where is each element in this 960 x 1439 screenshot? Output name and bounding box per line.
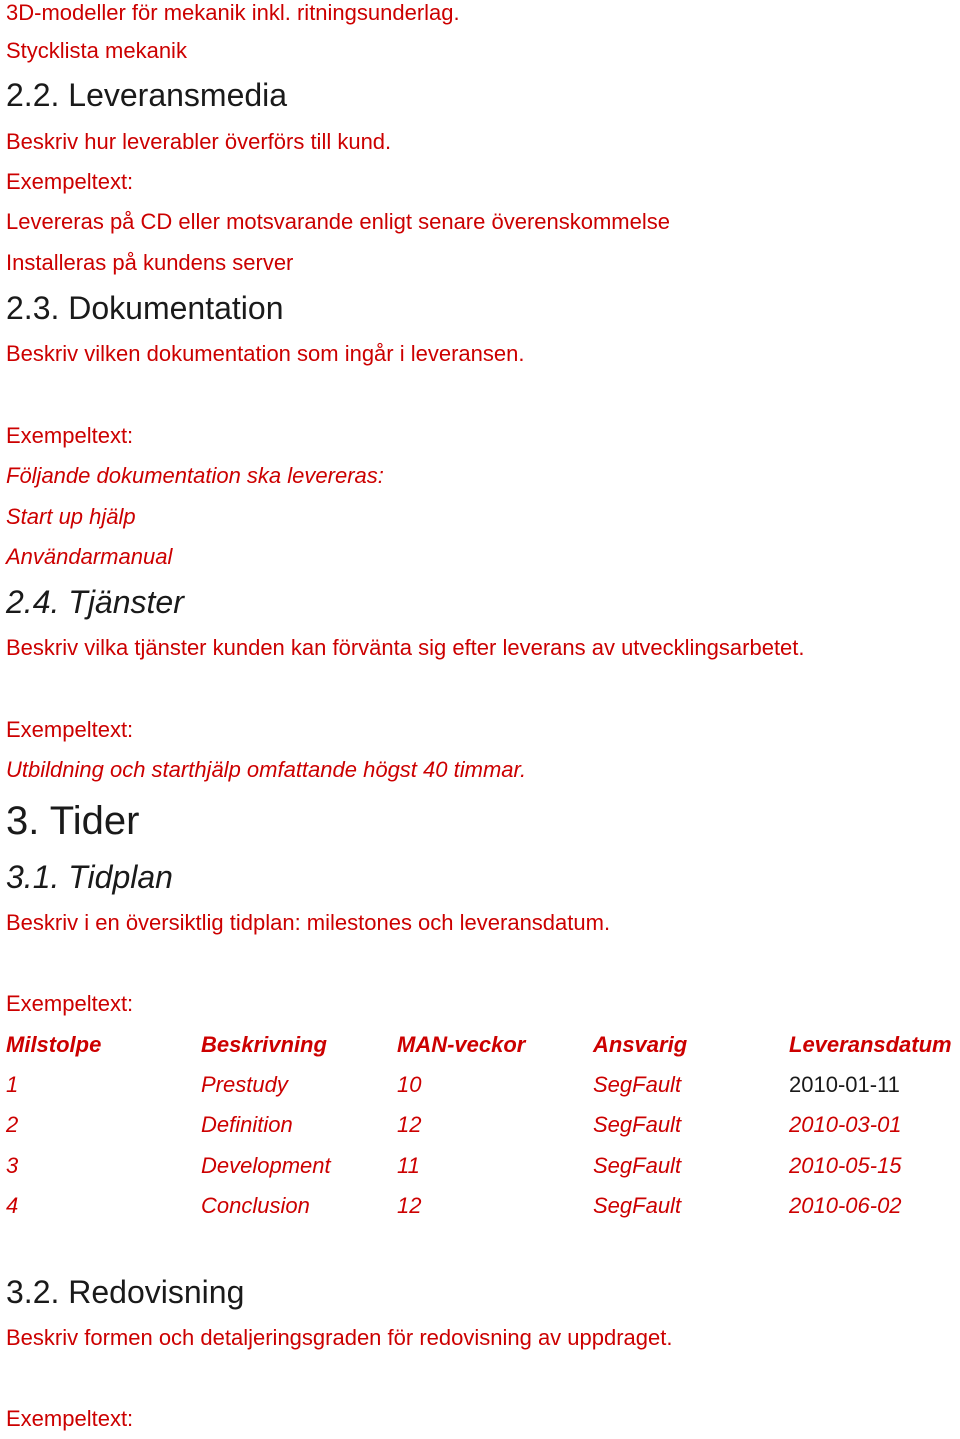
cell-milstolpe: 2 — [6, 1112, 19, 1137]
cell-beskrivning: Definition — [201, 1112, 293, 1137]
tjanster-description: Beskriv vilka tjänster kunden kan förvänta sig efter leverans av utvecklingsarbetet. — [6, 635, 805, 660]
heading-tider: 3. Tider — [6, 799, 140, 843]
cell-beskrivning: Conclusion — [201, 1193, 310, 1218]
tjanster-example-label: Exempeltext: — [6, 717, 134, 742]
cell-leveransdatum: 2010-06-02 — [789, 1193, 902, 1218]
cell-man-veckor: 11 — [397, 1153, 420, 1178]
leveransmedia-description: Beskriv hur leverabler överförs till kund. — [6, 129, 392, 154]
header-milstolpe: Milstolpe — [6, 1032, 102, 1057]
cell-ansvarig: SegFault — [593, 1072, 682, 1097]
dokumentation-example-line3: Användarmanual — [6, 544, 173, 569]
redovisning-description: Beskriv formen och detaljeringsgraden för redovisning av uppdraget. — [6, 1325, 673, 1350]
cell-man-veckor: 12 — [397, 1193, 422, 1218]
header-beskrivning: Beskrivning — [201, 1032, 327, 1057]
header-man-veckor: MAN-veckor — [397, 1034, 526, 1056]
cell-milstolpe: 1 — [6, 1072, 19, 1097]
cell-beskrivning: Development — [201, 1153, 331, 1178]
tidplan-example-label: Exempeltext: — [6, 991, 134, 1016]
tjanster-example-line1: Utbildning och starthjälp omfattande högst 40 timmar. — [6, 757, 527, 782]
header-leveransdatum: Leveransdatum — [789, 1032, 952, 1057]
cell-man-veckor: 10 — [397, 1072, 422, 1097]
dokumentation-example-label: Exempeltext: — [6, 423, 134, 448]
header-ansvarig: Ansvarig — [593, 1032, 688, 1057]
tidplan-description: Beskriv i en översiktlig tidplan: milestones och leveransdatum. — [6, 910, 611, 935]
leveransmedia-example-line2: Installeras på kundens server — [6, 250, 294, 275]
dokumentation-example-line1: Följande dokumentation ska levereras: — [6, 463, 384, 488]
dokumentation-description: Beskriv vilken dokumentation som ingår i leveransen. — [6, 341, 525, 366]
cell-milstolpe: 3 — [6, 1153, 19, 1178]
leveransmedia-example-label: Exempeltext: — [6, 169, 134, 194]
heading-redovisning: 3.2. Redovisning — [6, 1274, 245, 1310]
dokumentation-example-line2: Start up hjälp — [6, 504, 136, 529]
cell-leveransdatum: 2010-01-11 — [789, 1072, 900, 1097]
deliverable-parts-list: Stycklista mekanik — [6, 38, 187, 63]
heading-tidplan: 3.1. Tidplan — [6, 859, 173, 895]
cell-man-veckor: 12 — [397, 1112, 422, 1137]
heading-tjanster: 2.4. Tjänster — [6, 584, 184, 620]
deliverable-3d-models: 3D-modeller för mekanik inkl. ritningsunderlag. — [6, 0, 460, 25]
heading-leveransmedia: 2.2. Leveransmedia — [6, 77, 288, 113]
cell-leveransdatum: 2010-03-01 — [789, 1112, 902, 1137]
cell-beskrivning: Prestudy — [201, 1072, 288, 1097]
cell-leveransdatum: 2010-05-15 — [789, 1153, 902, 1178]
leveransmedia-example-line1: Levereras på CD eller motsvarande enligt senare överenskommelse — [6, 209, 670, 234]
cell-ansvarig: SegFault — [593, 1193, 682, 1218]
cell-milstolpe: 4 — [6, 1193, 19, 1218]
heading-dokumentation: 2.3. Dokumentation — [6, 290, 284, 326]
cell-ansvarig: SegFault — [593, 1112, 682, 1137]
redovisning-example-label: Exempeltext: — [6, 1406, 134, 1431]
cell-ansvarig: SegFault — [593, 1153, 682, 1178]
